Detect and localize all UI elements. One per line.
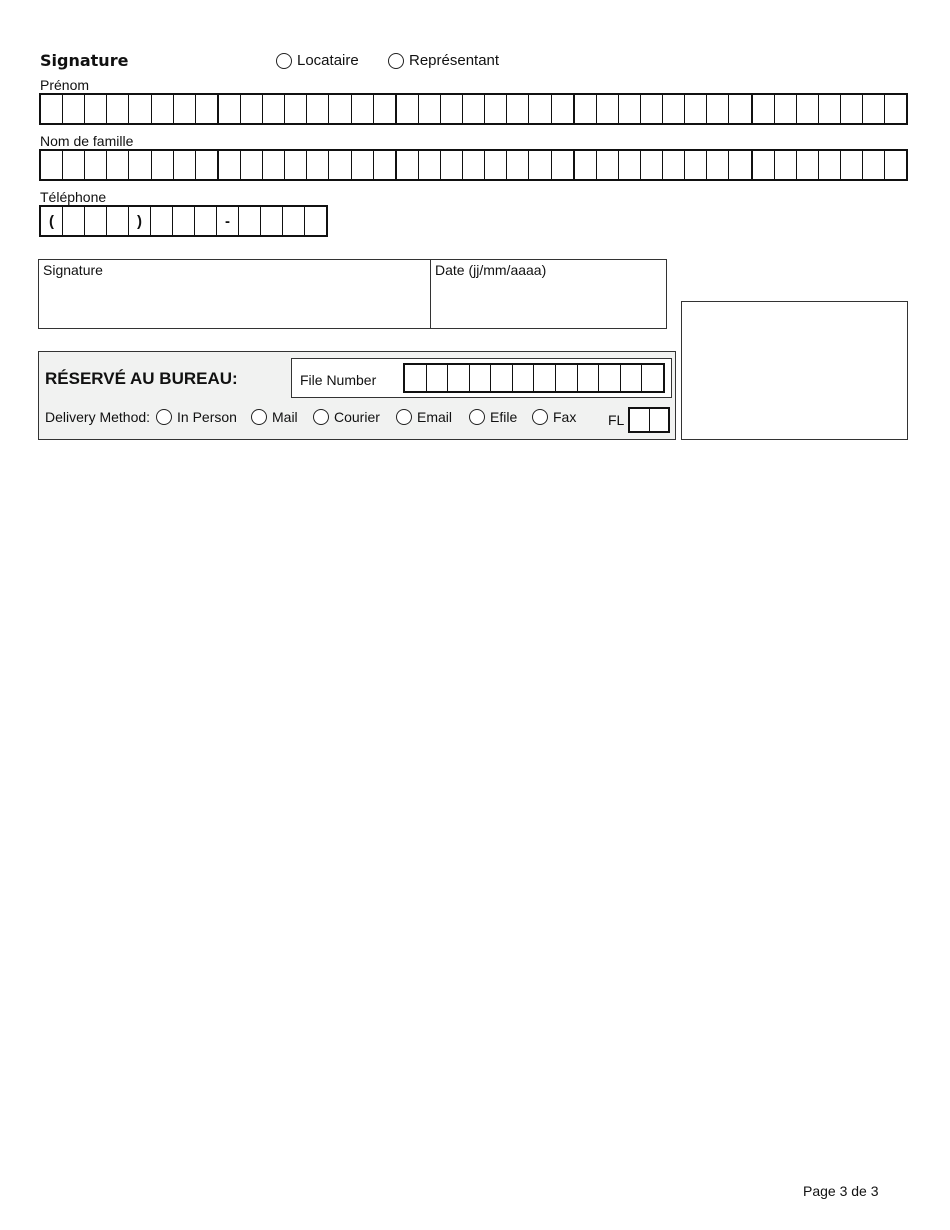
file-number-label: File Number: [300, 372, 377, 388]
last-name-cell[interactable]: [41, 151, 63, 179]
fl-cell[interactable]: [630, 409, 650, 431]
fl-field-group: [608, 407, 670, 433]
signature-field-label: Signature: [43, 262, 103, 278]
first-name-field[interactable]: [39, 93, 908, 125]
last-name-cell[interactable]: [196, 151, 219, 179]
file-number-cell[interactable]: [513, 365, 535, 391]
locataire-label: Locataire: [297, 52, 359, 69]
last-name-field[interactable]: [39, 149, 908, 181]
office-use-section: [38, 351, 676, 440]
signature-title: Signature: [40, 51, 129, 70]
last-name-cell[interactable]: [285, 151, 307, 179]
phone-cell[interactable]: [195, 207, 217, 235]
first-name-cell[interactable]: [374, 95, 397, 123]
last-name-cell[interactable]: [529, 151, 551, 179]
last-name-cell[interactable]: [85, 151, 107, 179]
first-name-cell[interactable]: [707, 95, 729, 123]
signature-date-box: [38, 259, 667, 329]
last-name-cell[interactable]: [463, 151, 485, 179]
first-name-cell[interactable]: [196, 95, 219, 123]
last-name-cell[interactable]: [797, 151, 819, 179]
delivery-option-email[interactable]: [396, 409, 452, 425]
mail-label: Mail: [272, 409, 298, 425]
phone-cell[interactable]: [107, 207, 129, 235]
last-name-cell[interactable]: [263, 151, 285, 179]
courier-label: Courier: [334, 409, 380, 425]
first-name-cell[interactable]: [619, 95, 641, 123]
file-number-cell[interactable]: [599, 365, 621, 391]
email-label: Email: [417, 409, 453, 425]
last-name-cell[interactable]: [507, 151, 529, 179]
first-name-cell[interactable]: [41, 95, 63, 123]
fax-radio[interactable]: [532, 409, 548, 425]
last-name-cell[interactable]: [885, 151, 906, 179]
file-number-cell[interactable]: [491, 365, 513, 391]
first-name-cell[interactable]: [441, 95, 463, 123]
email-radio[interactable]: [396, 409, 412, 425]
last-name-cell[interactable]: [219, 151, 241, 179]
first-name-cell[interactable]: [352, 95, 374, 123]
date-field[interactable]: [431, 260, 666, 328]
phone-cell[interactable]: (: [41, 207, 63, 235]
courier-radio[interactable]: [313, 409, 329, 425]
last-name-cell[interactable]: [729, 151, 752, 179]
mail-radio[interactable]: [251, 409, 267, 425]
file-number-cell[interactable]: [556, 365, 578, 391]
first-name-cell[interactable]: [219, 95, 241, 123]
first-name-cell[interactable]: [152, 95, 174, 123]
last-name-cell[interactable]: [619, 151, 641, 179]
last-name-cell[interactable]: [863, 151, 885, 179]
first-name-cell[interactable]: [507, 95, 529, 123]
first-name-cell[interactable]: [597, 95, 619, 123]
delivery-options: [39, 409, 677, 429]
first-name-cell[interactable]: [63, 95, 85, 123]
file-number-cell[interactable]: [534, 365, 556, 391]
representant-radio[interactable]: [388, 53, 404, 69]
office-stamp-box: [681, 301, 908, 440]
last-name-cell[interactable]: [485, 151, 507, 179]
first-name-cell[interactable]: [552, 95, 575, 123]
first-name-cell[interactable]: [129, 95, 151, 123]
page-number: Page 3 de 3: [803, 1183, 879, 1199]
date-field-label: Date (jj/mm/aaaa): [435, 262, 547, 278]
first-name-cell[interactable]: [575, 95, 597, 123]
last-name-cell[interactable]: [419, 151, 441, 179]
fl-field[interactable]: [628, 407, 670, 433]
phone-cell[interactable]: [85, 207, 107, 235]
phone-cell[interactable]: [151, 207, 173, 235]
last-name-cell[interactable]: [575, 151, 597, 179]
first-name-cell[interactable]: [729, 95, 752, 123]
representant-label: Représentant: [409, 52, 500, 69]
phone-label: Téléphone: [40, 189, 107, 205]
first-name-cell[interactable]: [641, 95, 663, 123]
file-number-cell[interactable]: [448, 365, 470, 391]
first-name-cell[interactable]: [485, 95, 507, 123]
last-name-cell[interactable]: [107, 151, 129, 179]
first-name-cell[interactable]: [885, 95, 906, 123]
delivery-option-efile[interactable]: [469, 409, 517, 425]
delivery-option-courier[interactable]: [313, 409, 380, 425]
in-person-radio[interactable]: [156, 409, 172, 425]
last-name-cell[interactable]: [641, 151, 663, 179]
first-name-cell[interactable]: [307, 95, 329, 123]
file-number-box: [291, 358, 672, 398]
first-name-cell[interactable]: [419, 95, 441, 123]
efile-radio[interactable]: [469, 409, 485, 425]
file-number-cell[interactable]: [621, 365, 643, 391]
fax-label: Fax: [553, 409, 577, 425]
locataire-radio[interactable]: [276, 53, 292, 69]
last-name-cell[interactable]: [775, 151, 797, 179]
delivery-method-label: Delivery Method:: [45, 409, 151, 425]
last-name-cell[interactable]: [753, 151, 775, 179]
phone-cell[interactable]: [173, 207, 195, 235]
last-name-cell[interactable]: [819, 151, 841, 179]
first-name-cell[interactable]: [241, 95, 263, 123]
first-name-cell[interactable]: [529, 95, 551, 123]
file-number-cell[interactable]: [578, 365, 600, 391]
first-name-cell[interactable]: [397, 95, 419, 123]
last-name-cell[interactable]: [663, 151, 685, 179]
phone-cell[interactable]: [283, 207, 305, 235]
first-name-label: Prénom: [40, 77, 90, 93]
last-name-cell[interactable]: [441, 151, 463, 179]
delivery-option-mail[interactable]: [251, 409, 298, 425]
first-name-cell[interactable]: [685, 95, 707, 123]
signature-field[interactable]: [39, 260, 431, 328]
file-number-field[interactable]: [403, 363, 665, 393]
last-name-cell[interactable]: [152, 151, 174, 179]
last-name-cell[interactable]: [707, 151, 729, 179]
first-name-cell[interactable]: [819, 95, 841, 123]
last-name-cell[interactable]: [129, 151, 151, 179]
last-name-cell[interactable]: [241, 151, 263, 179]
phone-cell[interactable]: [239, 207, 261, 235]
in-person-label: In Person: [177, 409, 237, 425]
first-name-cell[interactable]: [85, 95, 107, 123]
phone-cell[interactable]: [305, 207, 326, 235]
last-name-cell[interactable]: [63, 151, 85, 179]
fl-cell[interactable]: [650, 409, 669, 431]
file-number-cell[interactable]: [642, 365, 663, 391]
first-name-cell[interactable]: [107, 95, 129, 123]
first-name-cell[interactable]: [263, 95, 285, 123]
role-option-representant[interactable]: [388, 52, 499, 69]
fl-label: FL: [608, 412, 625, 428]
first-name-cell[interactable]: [863, 95, 885, 123]
first-name-cell[interactable]: [841, 95, 863, 123]
phone-field[interactable]: [39, 205, 328, 237]
first-name-cell[interactable]: [753, 95, 775, 123]
last-name-cell[interactable]: [397, 151, 419, 179]
last-name-cell[interactable]: [552, 151, 575, 179]
role-option-locataire[interactable]: [276, 52, 359, 69]
file-number-cell[interactable]: [470, 365, 492, 391]
last-name-label: Nom de famille: [40, 133, 134, 149]
last-name-cell[interactable]: [352, 151, 374, 179]
first-name-cell[interactable]: [797, 95, 819, 123]
phone-cell[interactable]: -: [217, 207, 239, 235]
last-name-cell[interactable]: [307, 151, 329, 179]
first-name-cell[interactable]: [329, 95, 351, 123]
file-number-cell[interactable]: [405, 365, 427, 391]
last-name-cell[interactable]: [374, 151, 397, 179]
first-name-cell[interactable]: [174, 95, 196, 123]
phone-cell[interactable]: [63, 207, 85, 235]
phone-cell[interactable]: ): [129, 207, 151, 235]
last-name-cell[interactable]: [685, 151, 707, 179]
delivery-option-fax[interactable]: [532, 409, 576, 425]
first-name-cell[interactable]: [285, 95, 307, 123]
efile-label: Efile: [490, 409, 518, 425]
last-name-cell[interactable]: [174, 151, 196, 179]
first-name-cell[interactable]: [463, 95, 485, 123]
last-name-cell[interactable]: [597, 151, 619, 179]
last-name-cell[interactable]: [841, 151, 863, 179]
first-name-cell[interactable]: [775, 95, 797, 123]
first-name-cell[interactable]: [663, 95, 685, 123]
office-use-title: RÉSERVÉ AU BUREAU:: [45, 369, 238, 388]
last-name-cell[interactable]: [329, 151, 351, 179]
file-number-cell[interactable]: [427, 365, 449, 391]
phone-cell[interactable]: [261, 207, 283, 235]
delivery-option-in-person[interactable]: [156, 409, 237, 425]
